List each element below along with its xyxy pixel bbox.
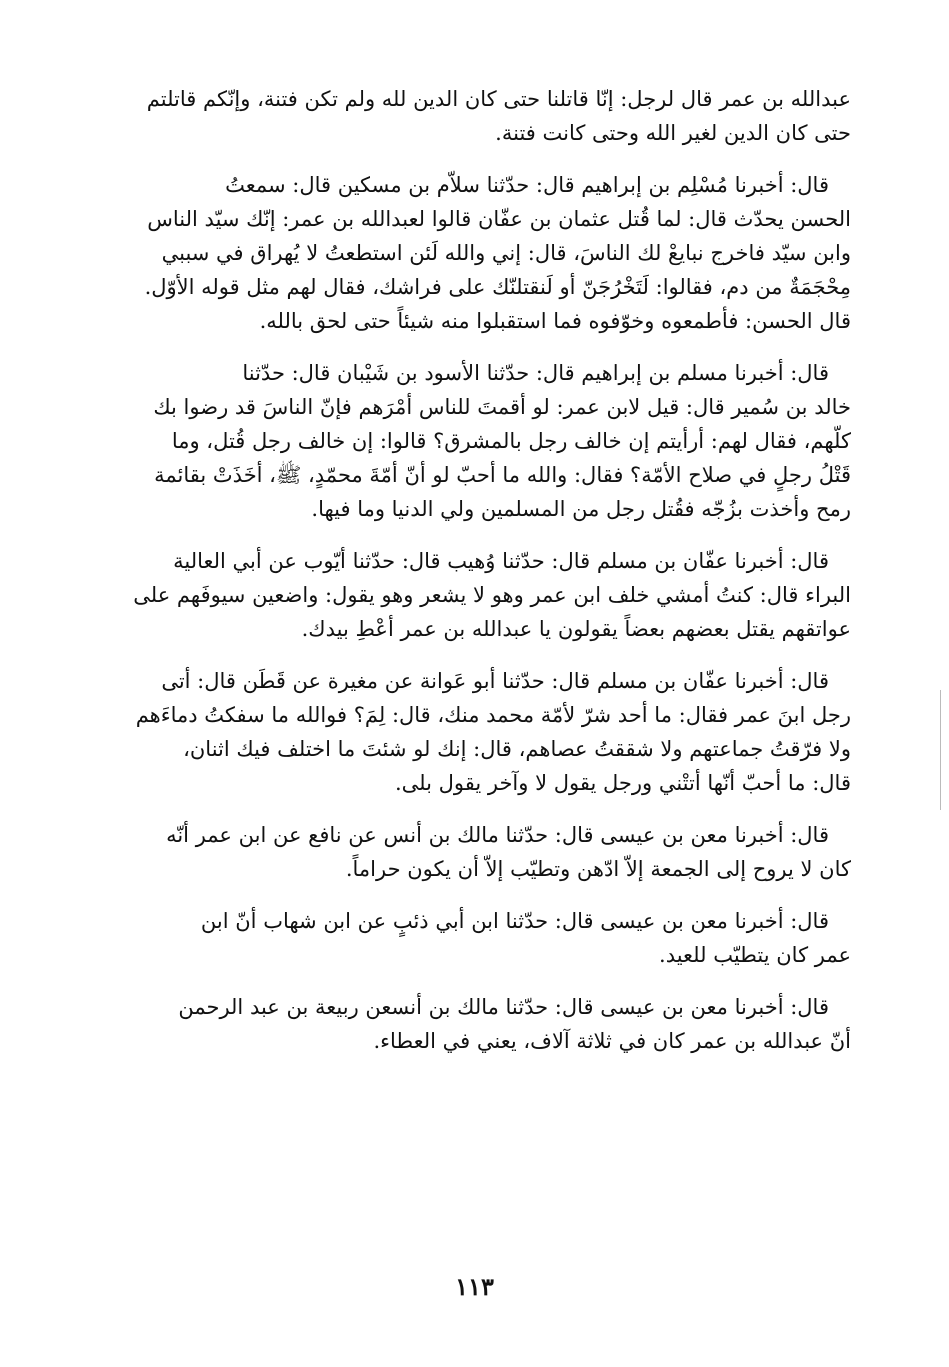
text-line: قال: أخبرنا مُسْلِم بن إبراهيم قال: حدّثنا سلاّم بن مسكين قال: سمعتُ xyxy=(225,173,829,197)
paragraph-6 xyxy=(101,818,851,886)
text-line: رجل ابنَ عمر فقال: ما أحد شرّ لأمّة محمد منك، قال: لِمَ؟ فوالله ما سفكتُ دماءَهم xyxy=(135,703,851,727)
text-line: قال: أخبرنا معن بن عيسى قال: حدّثنا مالك بن أنسعن ربيعة بن عبد الرحمن xyxy=(178,995,829,1019)
paragraph-4 xyxy=(101,544,851,646)
page-number: ١١٣ xyxy=(455,1272,494,1301)
text-line: ولا فرّقتُ جماعتهم ولا شققتُ عصاهم، قال: إنك لو شئتَ ما اختلف فيك اثنان، xyxy=(183,737,851,761)
paragraph-5 xyxy=(101,664,851,800)
text-line: خالد بن سُمير قال: قيل لابن عمر: لو أقمتَ للناس أمْرَهم فإنّ الناسَ قد رضوا بك xyxy=(153,395,851,419)
text-line: عواتقهم يقتل بعضهم بعضاً يقولون يا عبدالله بن عمر أعْطِ بيدك. xyxy=(301,617,851,641)
paragraph-7 xyxy=(101,904,851,972)
text-line: قال: أخبرنا عفّان بن مسلم قال: حدّثنا وُهيب قال: حدّثنا أيّوب عن أبي العالية xyxy=(173,549,829,573)
text-line: كلّهم، فقال لهم: أرأيتم إن خالف رجل بالمشرق؟ قالوا: إن خالف رجل قُتل، وما xyxy=(171,429,851,453)
text-line: قال الحسن: فأطمعوه وخوّفوه فما استقبلوا منه شيئاً حتى لحق بالله. xyxy=(259,309,851,333)
text-line: البراء قال: كنتُ أمشي خلف ابن عمر وهو لا يشعر وهو يقول: واضعين سيوفَهم على xyxy=(133,583,851,607)
text-line: حتى كان الدين لغير الله وحتى كانت فتنة. xyxy=(495,121,851,145)
text-line: عمر كان يتطيّب للعيد. xyxy=(659,943,851,967)
text-line: قال: أخبرنا معن بن عيسى قال: حدّثنا ابن أبي ذئبٍ عن ابن شهاب أنّ ابن xyxy=(200,909,829,933)
paragraph-1 xyxy=(101,82,851,150)
text-line: الحسن يحدّث قال: لما قُتل عثمان بن عفّان قالوا لعبدالله بن عمر: إنّك سيّد الناس xyxy=(147,207,851,231)
paragraph-2 xyxy=(101,168,851,338)
paragraph-8 xyxy=(101,990,851,1058)
text-line: قال: أخبرنا عفّان بن مسلم قال: حدّثنا أبو عَوانة عن مغيرة عن قَطَن قال: أتى xyxy=(161,669,829,693)
text-line: كان لا يروح إلى الجمعة إلاّ ادّهن وتطيّب إلاّ أن يكون حراماً. xyxy=(345,857,851,881)
paragraph-3 xyxy=(101,356,851,526)
text-line: أنّ عبدالله بن عمر كان في ثلاثة آلاف، يعني في العطاء. xyxy=(373,1029,851,1053)
text-line: رمح وأخذت بزُجّه فقُتل رجل من المسلمين ولي الدنيا وما فيها. xyxy=(311,497,851,521)
page-body-text xyxy=(101,82,851,1076)
text-line: قال: أخبرنا معن بن عيسى قال: حدّثنا مالك بن أنس عن نافع عن ابن عمر أنّه xyxy=(166,823,829,847)
text-line: مِحْجَمَةٌ من دم، فقالوا: لَتَخْرُجَنّ أو لَنقتلنّك على فراشك، فقال لهم مثل قوله الأوّل. xyxy=(144,275,851,299)
text-line: قَتْلُ رجلٍ في صلاح الأمّة؟ فقال: والله ما أحبّ لو أنّ أمّةَ محمّدٍ، ﷺ، أخَذَتْ بقائمة xyxy=(154,463,851,487)
text-line: قال: ما أحبّ أنّها أتتْني ورجل يقول لا وآخر يقول بلى. xyxy=(394,771,851,795)
text-line: عبدالله بن عمر قال لرجل: إنّا قاتلنا حتى كان الدين لله ولم تكن فتنة، وإنّكم قاتلتم xyxy=(146,87,851,111)
text-line: قال: أخبرنا مسلم بن إبراهيم قال: حدّثنا الأسود بن شَيْبان قال: حدّثنا xyxy=(242,361,829,385)
scan-edge-line xyxy=(940,690,941,810)
text-line: وابن سيّد فاخرج نبايعْ لك الناسَ، قال: إني والله لَئن استطعتُ لا يُهراق في سببي xyxy=(161,241,851,265)
